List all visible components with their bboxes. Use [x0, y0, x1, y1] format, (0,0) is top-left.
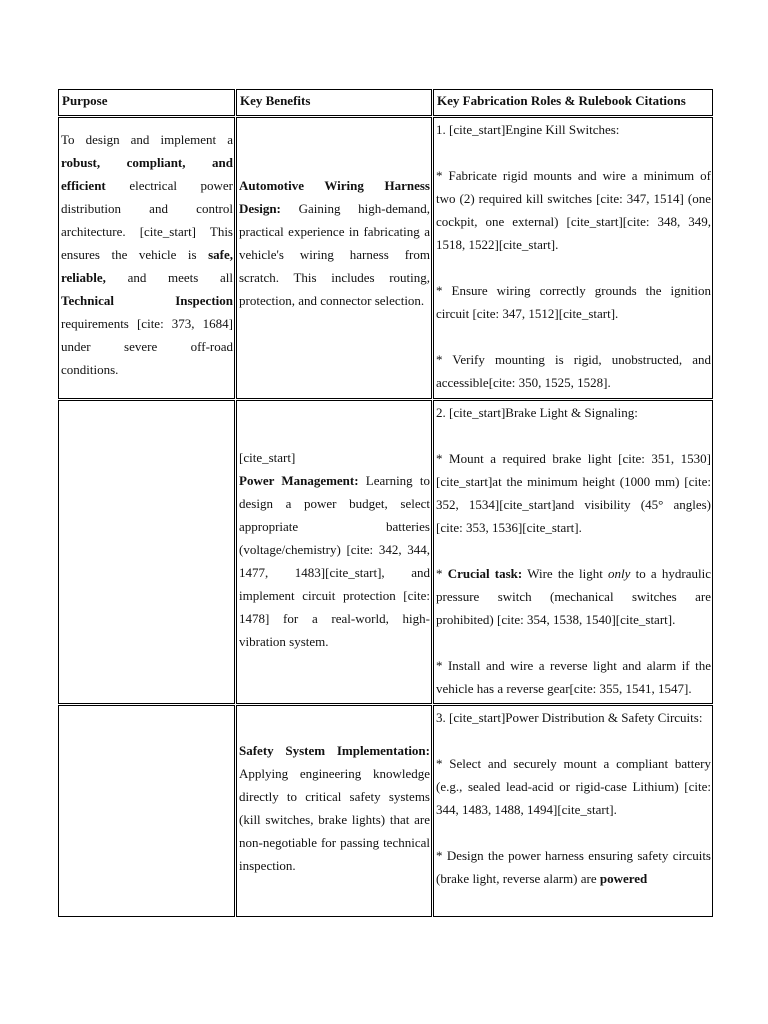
header-purpose — [58, 89, 235, 116]
row2-benefit-bold: Power Management: — [239, 473, 359, 488]
row2-item2-italic: only — [608, 566, 631, 581]
row1-benefit-cell — [236, 117, 432, 399]
row3-roles-cell — [433, 705, 713, 917]
row1-purpose-text-4: requirements [cite: 373, 1684] under severe off-road conditions. — [61, 316, 233, 377]
row1-benefit-bold: Automotive Wiring Harness Design: — [239, 178, 430, 216]
row2-roles-cell — [433, 400, 713, 704]
row1-purpose-text-2: electrical power distribution and control architecture. [cite_start] This ensures the vehicle is — [61, 178, 233, 262]
row1-purpose-text-3: and meets all — [105, 270, 233, 285]
row3-roles-heading: 3. [cite_start]Power Distribution & Safety Circuits: — [436, 710, 703, 725]
row2-roles-item-3: * Install and wire a reverse light and alarm if the vehicle has a reverse gear[cite: 355, 1541, 1547]. — [436, 658, 711, 696]
row2-item2-text-2: to a hydraulic pressure switch (mechanical switches are prohibited) [cite: 354, 1538, 1540][cite_start]. — [436, 566, 711, 627]
row1-roles-cell — [433, 117, 713, 399]
header-purpose-text: Purpose — [62, 93, 108, 108]
header-roles-text: Key Fabrication Roles & Rulebook Citations — [437, 93, 686, 108]
header-benefits-text: Key Benefits — [240, 93, 311, 108]
row2-benefit-text: Learning to design a power budget, select appropriate batteries (voltage/chemistry) [cite: 342, 344, 1477, 1483][cite_start], and implement circuit protection [cite: 1478] for a real-world, high-vibration system. — [239, 473, 430, 649]
row1-roles-item-1: * Fabricate rigid mounts and wire a minimum of two (2) required kill switches [cite: 347, 1514] (one cockpit, one external) [cite_start][cite: 348, 349, 1518, 1522][cite_start]. — [436, 168, 711, 252]
row3-item2-text: * Design the power harness ensuring safety circuits (brake light, reverse alarm) are — [436, 848, 711, 886]
row2-benefit-cell — [236, 400, 432, 704]
row1-purpose-bold-2: safe, reliable, — [61, 247, 233, 285]
row2-benefit-cite: [cite_start] — [239, 450, 296, 465]
row3-roles-item-2 — [436, 844, 711, 890]
row1-roles-heading: 1. [cite_start]Engine Kill Switches: — [436, 122, 620, 137]
row2-purpose-cell — [58, 400, 235, 704]
row1-purpose-bold-3: Technical Inspection — [61, 293, 233, 308]
row1-roles-item-3: * Verify mounting is rigid, unobstructed, and accessible[cite: 350, 1525, 1528]. — [436, 352, 711, 390]
row2-roles-item-1: * Mount a required brake light [cite: 351, 1530][cite_start]at the minimum height (1000 mm) [cite: 352, 1534][cite_start]and visibility (45° angles) [cite: 353, 1536][cite_start]. — [436, 451, 711, 535]
row3-item2-bold: powered — [599, 871, 648, 886]
row1-roles-item-2: * Ensure wiring correctly grounds the ignition circuit [cite: 347, 1512][cite_start]. — [436, 283, 711, 321]
row1-purpose-text-1: To design and implement a — [61, 132, 233, 147]
row3-benefit-text: Applying engineering knowledge directly to critical safety systems (kill switches, brake lights) that are non-negotiable for passing technical inspection. — [239, 766, 430, 873]
row3-benefit-bold: Safety System Implementation: — [239, 743, 430, 758]
row2-item2-prefix: * — [436, 566, 448, 581]
row2-item2-bold: Crucial task: — [447, 566, 523, 581]
row1-purpose-cell — [58, 117, 235, 399]
row1-purpose-bold-1: robust, compliant, and efficient — [61, 155, 233, 193]
row2-roles-item-2 — [436, 562, 711, 631]
row3-roles-item-1: * Select and securely mount a compliant battery (e.g., sealed lead-acid or rigid-case Lithium) [cite: 344, 1483, 1488, 1494][cite_start]. — [436, 756, 711, 817]
row2-roles-heading: 2. [cite_start]Brake Light & Signaling: — [436, 405, 638, 420]
row3-purpose-cell — [58, 705, 235, 917]
header-key-benefits — [236, 89, 432, 116]
row3-benefit-cell — [236, 705, 432, 917]
row1-benefit-text: Gaining high-demand, practical experience in fabricating a vehicle's wiring harness from scratch. This includes routing, protection, and connector selection. — [239, 201, 430, 308]
header-key-fabrication-roles — [433, 89, 713, 116]
row2-item2-text-1: Wire the light — [522, 566, 609, 581]
